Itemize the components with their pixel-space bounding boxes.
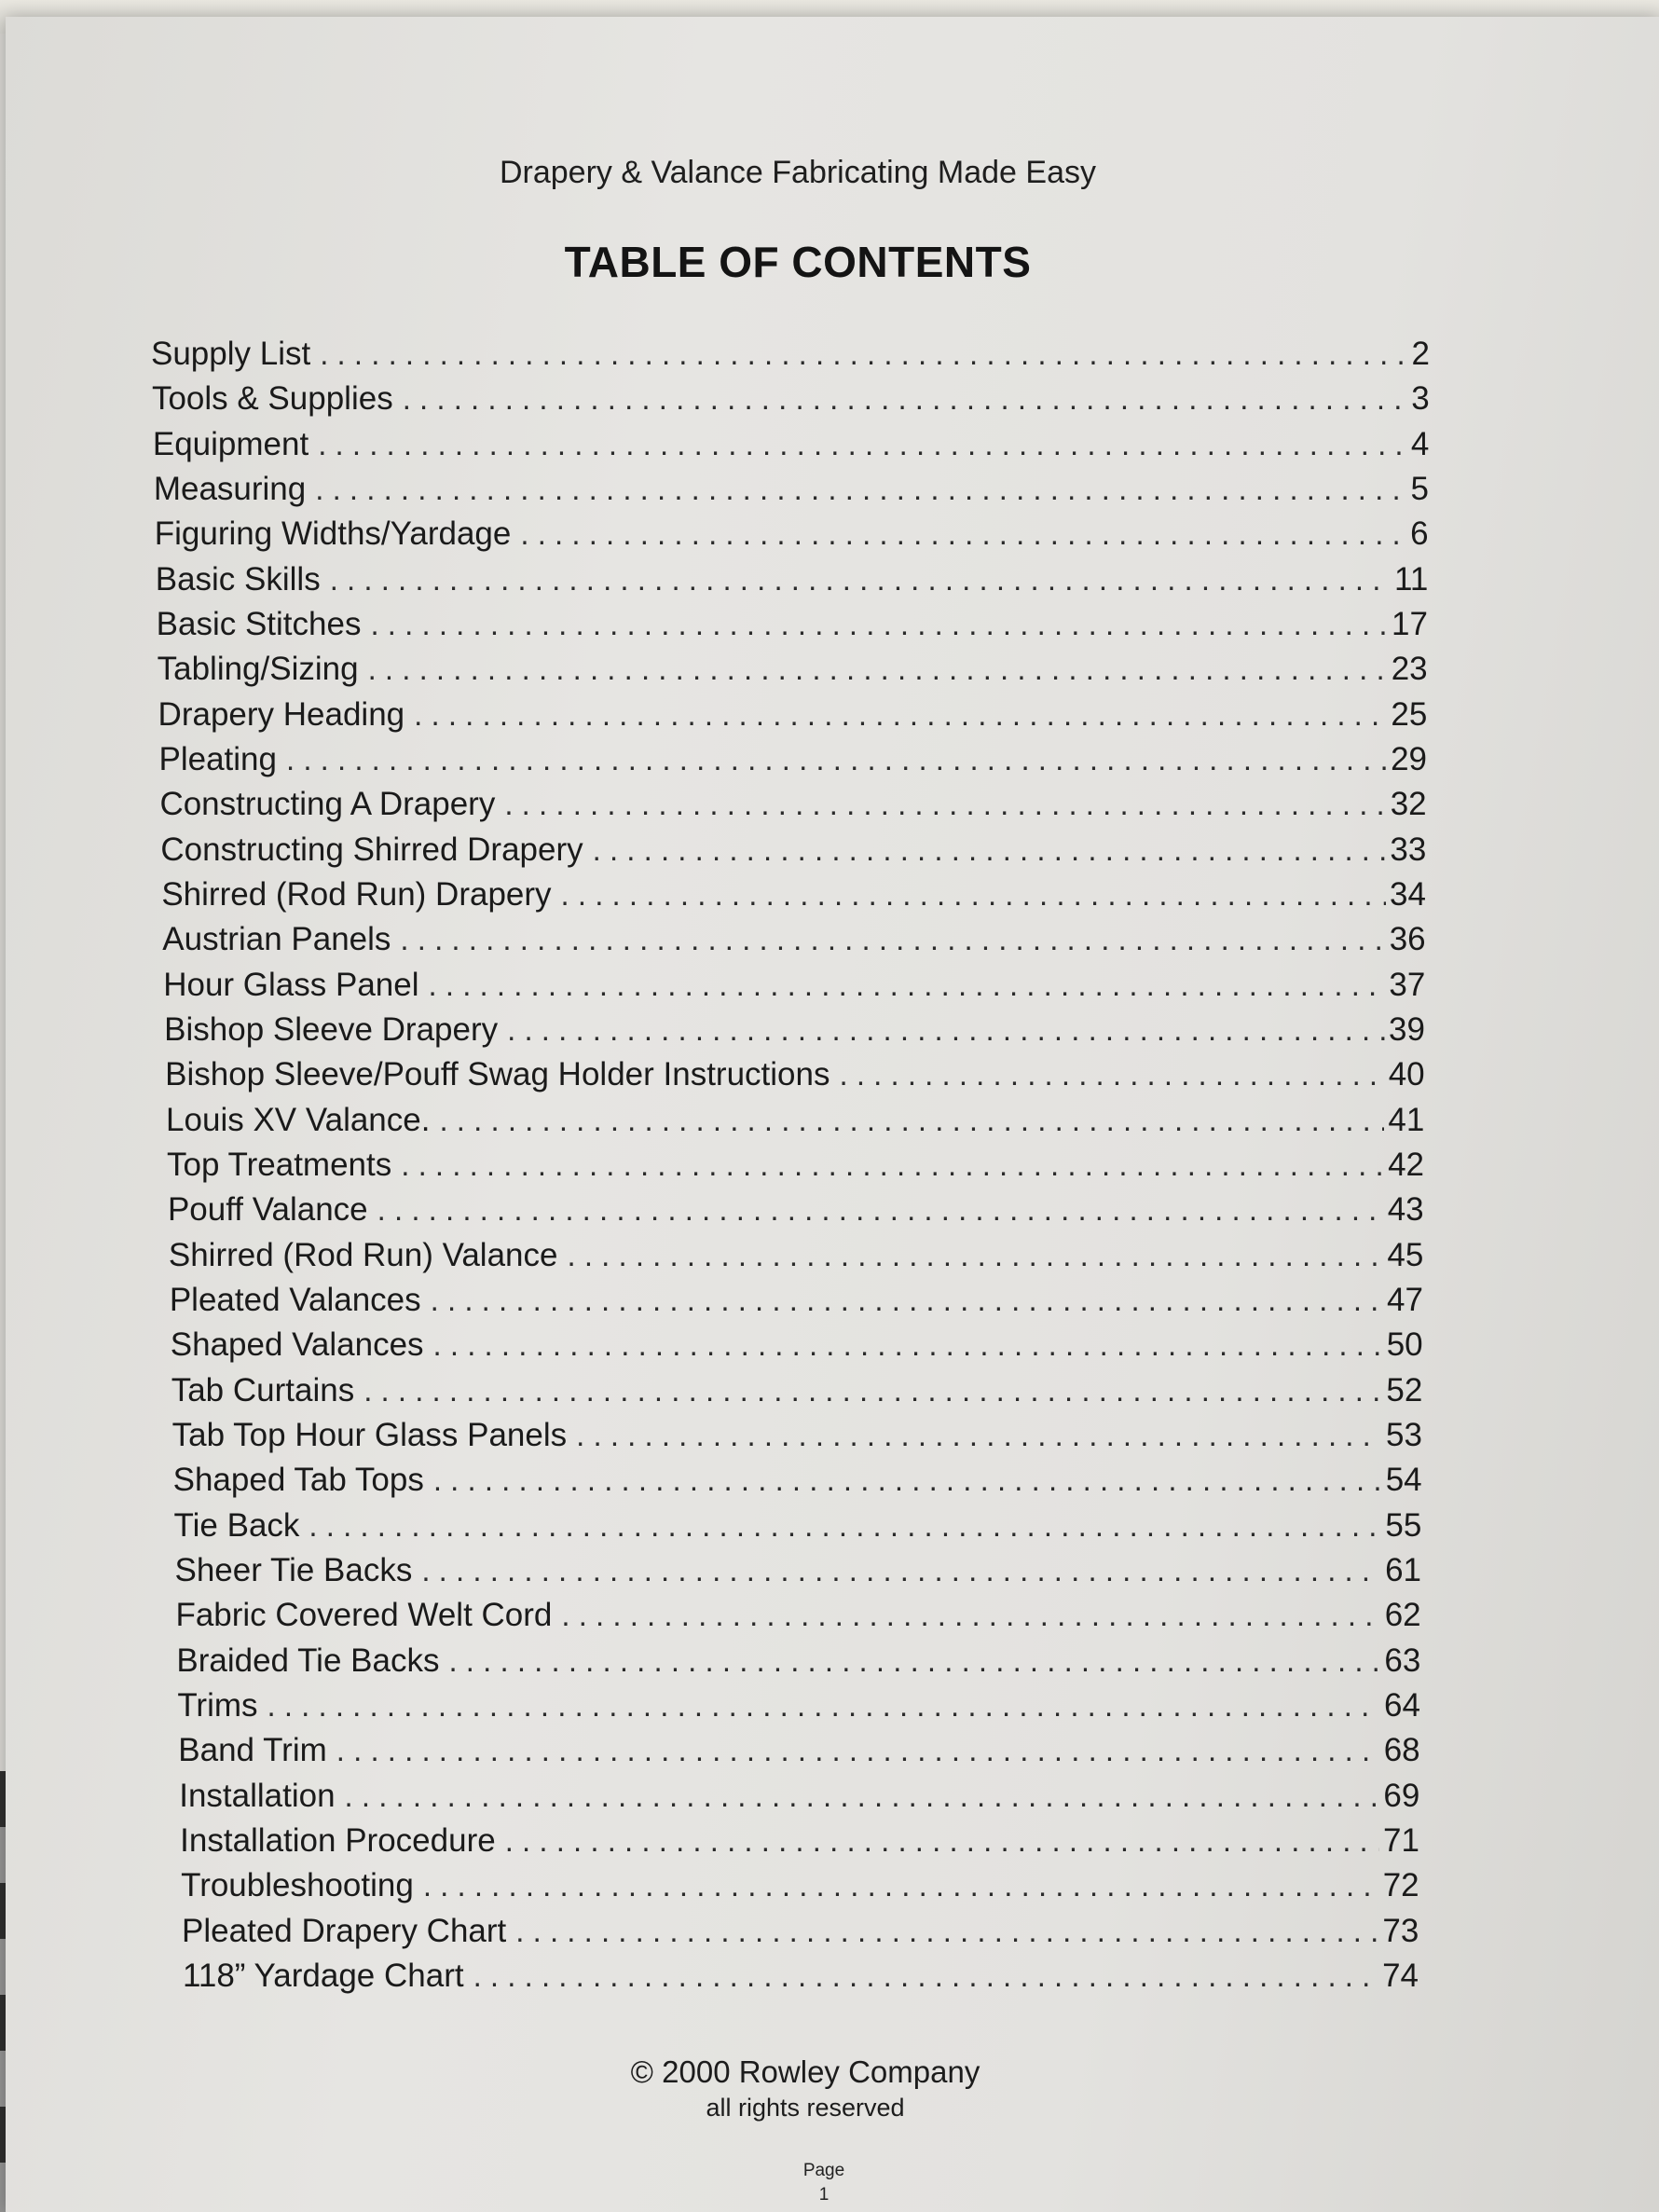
toc-entry xyxy=(152,380,1430,418)
toc-entry-page: 52 xyxy=(1386,1371,1423,1408)
toc-entry xyxy=(159,741,1428,778)
toc-entry-title: Basic Stitches xyxy=(156,606,362,642)
toc-entry-title: Tools & Supplies xyxy=(151,380,393,418)
toc-entry-page: 11 xyxy=(1393,560,1429,598)
toc-dot-leader xyxy=(336,1733,1380,1768)
toc-dot-leader xyxy=(448,1643,1380,1679)
toc-dot-leader xyxy=(567,1238,1383,1273)
toc-dot-leader xyxy=(421,1553,1381,1588)
toc-entry-title: Basic Skills xyxy=(155,560,321,598)
copyright-notice: © 2000 Rowley Company xyxy=(630,2054,980,2089)
toc-entry xyxy=(176,1642,1420,1680)
toc-entry xyxy=(183,1958,1419,1995)
toc-entry-page: 37 xyxy=(1389,966,1426,1003)
toc-entry-page: 5 xyxy=(1410,471,1429,507)
toc-entry-page: 29 xyxy=(1391,741,1427,777)
toc-entry-title: Sheer Tie Backs xyxy=(174,1552,413,1588)
toc-heading: TABLE OF CONTENTS xyxy=(564,238,1032,286)
toc-entry-title: Tabling/Sizing xyxy=(157,651,359,688)
toc-dot-leader xyxy=(401,1147,1384,1183)
toc-entry-title: Louis XV Valance. xyxy=(166,1101,431,1138)
toc-entry-page: 72 xyxy=(1382,1867,1419,1904)
toc-dot-leader xyxy=(377,1192,1384,1228)
toc-dot-leader xyxy=(320,337,1407,372)
toc-dot-leader xyxy=(561,1598,1380,1633)
toc-entry-page: 36 xyxy=(1389,921,1426,958)
toc-entry-title: Trims xyxy=(177,1687,258,1724)
toc-entry-page: 41 xyxy=(1388,1101,1425,1138)
toc-entry-title: Braided Tie Backs xyxy=(176,1642,440,1679)
toc-entry-page: 40 xyxy=(1388,1056,1425,1093)
toc-entry xyxy=(160,831,1426,869)
toc-entry-page: 55 xyxy=(1385,1506,1422,1544)
toc-dot-leader xyxy=(431,1283,1383,1318)
toc-dot-leader xyxy=(315,472,1406,507)
toc-entry-title: Pleated Drapery Chart xyxy=(182,1912,507,1949)
toc-dot-leader xyxy=(507,1012,1385,1048)
toc-entry-title: Constructing Shirred Drapery xyxy=(160,831,583,868)
toc-entry-page: 69 xyxy=(1383,1777,1420,1814)
toc-entry xyxy=(155,515,1429,553)
toc-dot-leader xyxy=(423,1868,1379,1903)
toc-entry xyxy=(181,1867,1419,1904)
toc-entry-page: 54 xyxy=(1385,1462,1422,1499)
toc-dot-leader xyxy=(504,787,1386,822)
toc-entry-title: Tab Top Hour Glass Panels xyxy=(171,1417,568,1453)
toc-entry-title: Shirred (Rod Run) Valance xyxy=(168,1236,558,1273)
toc-entry xyxy=(158,696,1428,734)
toc-dot-leader xyxy=(515,1914,1378,1949)
toc-entry xyxy=(162,921,1425,958)
toc-dot-leader xyxy=(433,1463,1382,1498)
toc-entry-title: Pleating xyxy=(158,741,277,777)
toc-entry-title: Tab Curtains xyxy=(171,1371,355,1408)
toc-entry-page: 25 xyxy=(1391,695,1428,733)
toc-entry-page: 23 xyxy=(1391,651,1428,688)
toc-dot-leader xyxy=(433,1327,1383,1363)
toc-entry-page: 74 xyxy=(1382,1958,1419,1994)
toc-entry-page: 61 xyxy=(1385,1552,1421,1588)
toc-entry-title: Figuring Widths/Yardage xyxy=(154,515,512,553)
toc-entry-page: 50 xyxy=(1386,1326,1423,1364)
toc-dot-leader xyxy=(505,1823,1379,1859)
toc-entry-page: 39 xyxy=(1389,1011,1425,1048)
toc-dot-leader xyxy=(370,607,1388,642)
toc-entry xyxy=(179,1778,1419,1815)
toc-entry-title: 118” Yardage Chart xyxy=(183,1958,464,1994)
toc-entry-page: 42 xyxy=(1388,1147,1424,1183)
toc-dot-leader xyxy=(318,427,1407,462)
toc-entry xyxy=(180,1822,1419,1860)
toc-entry-title: Measuring xyxy=(153,471,307,507)
toc-dot-leader xyxy=(593,832,1387,868)
toc-dot-leader xyxy=(330,562,1391,598)
toc-entry xyxy=(172,1417,1422,1454)
toc-entry xyxy=(178,1732,1419,1769)
toc-dot-leader xyxy=(473,1958,1378,1994)
toc-entry-page: 6 xyxy=(1410,515,1429,553)
toc-entry-page: 45 xyxy=(1387,1236,1424,1273)
toc-entry-title: Installation Procedure xyxy=(180,1822,496,1859)
toc-entry-page: 68 xyxy=(1383,1732,1420,1769)
toc-entry xyxy=(161,876,1426,914)
toc-entry-title: Band Trim xyxy=(178,1732,327,1769)
toc-entry-title: Equipment xyxy=(152,425,309,462)
toc-entry-title: Bishop Sleeve Drapery xyxy=(164,1011,499,1048)
toc-entry-title: Hour Glass Panel xyxy=(163,966,419,1003)
toc-entry-page: 33 xyxy=(1390,831,1427,868)
toc-entry-title: Troubleshooting xyxy=(181,1867,414,1904)
toc-entry-page: 3 xyxy=(1411,380,1430,418)
toc-dot-leader xyxy=(439,1103,1384,1138)
toc-entry xyxy=(157,606,1428,643)
toc-entry-title: Pouff Valance xyxy=(167,1191,368,1229)
page-number: 1 xyxy=(818,2185,830,2205)
toc-dot-leader xyxy=(576,1418,1382,1453)
toc-entry xyxy=(167,1147,1424,1184)
toc-dot-leader xyxy=(520,516,1406,552)
toc-entry xyxy=(166,1102,1424,1139)
table-of-contents xyxy=(6,17,1659,2068)
toc-entry-title: Shirred (Rod Run) Drapery xyxy=(161,876,552,913)
toc-entry xyxy=(151,336,1430,373)
toc-entry xyxy=(175,1597,1420,1634)
toc-entry xyxy=(154,471,1429,508)
toc-entry xyxy=(171,1326,1423,1364)
document-page xyxy=(6,17,1659,2212)
toc-entry xyxy=(158,651,1428,688)
rights-notice: all rights reserved xyxy=(706,2094,905,2122)
toc-entry-page: 32 xyxy=(1390,786,1427,823)
toc-dot-leader xyxy=(561,877,1387,913)
toc-entry-title: Shaped Tab Tops xyxy=(172,1462,424,1499)
toc-entry-page: 17 xyxy=(1392,606,1428,642)
toc-entry-title: Constructing A Drapery xyxy=(159,786,496,823)
toc-entry-page: 63 xyxy=(1384,1642,1421,1679)
toc-entry xyxy=(170,1282,1423,1319)
toc-entry-title: Top Treatments xyxy=(167,1147,392,1183)
toc-entry-page: 2 xyxy=(1411,336,1430,372)
toc-entry-page: 4 xyxy=(1410,425,1430,462)
toc-entry-page: 62 xyxy=(1384,1597,1421,1634)
toc-entry xyxy=(169,1237,1423,1274)
toc-entry-page: 34 xyxy=(1390,876,1426,913)
toc-entry-page: 64 xyxy=(1384,1687,1420,1724)
toc-entry-title: Supply List xyxy=(151,336,311,372)
toc-dot-leader xyxy=(429,968,1386,1003)
toc-dot-leader xyxy=(286,742,1387,777)
toc-dot-leader xyxy=(414,697,1387,733)
toc-entry xyxy=(174,1507,1422,1545)
toc-entry-page: 71 xyxy=(1383,1822,1419,1859)
toc-entry xyxy=(163,967,1425,1004)
book-title: Drapery & Valance Fabricating Made Easy xyxy=(499,155,1096,190)
toc-entry xyxy=(182,1913,1419,1950)
toc-dot-leader xyxy=(308,1508,1381,1544)
toc-entry-title: Installation xyxy=(179,1777,336,1814)
toc-entry xyxy=(153,426,1429,463)
toc-entry-title: Pleated Valances xyxy=(169,1282,421,1318)
toc-dot-leader xyxy=(363,1373,1382,1408)
toc-dot-leader xyxy=(400,922,1385,957)
toc-entry-title: Shaped Valances xyxy=(170,1326,424,1364)
toc-entry xyxy=(156,561,1429,598)
toc-dot-leader xyxy=(368,652,1388,687)
toc-dot-leader xyxy=(403,381,1407,417)
toc-entry-title: Fabric Covered Welt Cord xyxy=(175,1597,553,1634)
toc-entry-title: Bishop Sleeve/Pouff Swag Holder Instructions xyxy=(165,1056,830,1093)
toc-entry xyxy=(171,1372,1423,1409)
toc-entry xyxy=(173,1462,1422,1499)
toc-entry-title: Austrian Panels xyxy=(162,921,391,958)
toc-entry xyxy=(168,1191,1424,1229)
toc-entry-page: 53 xyxy=(1386,1417,1422,1453)
toc-entry xyxy=(164,1011,1425,1049)
toc-entry xyxy=(165,1056,1425,1093)
toc-entry xyxy=(177,1687,1420,1724)
toc-entry xyxy=(159,786,1426,823)
toc-entry xyxy=(175,1552,1422,1589)
page-label: Page xyxy=(802,2161,845,2180)
toc-entry-title: Drapery Heading xyxy=(158,695,405,733)
toc-dot-leader xyxy=(839,1057,1384,1092)
toc-entry-page: 47 xyxy=(1387,1282,1423,1318)
toc-dot-leader xyxy=(345,1779,1380,1814)
toc-dot-leader xyxy=(267,1688,1381,1724)
toc-entry-page: 73 xyxy=(1382,1912,1419,1949)
toc-entry-page: 43 xyxy=(1387,1191,1424,1229)
toc-entry-title: Tie Back xyxy=(173,1506,300,1544)
